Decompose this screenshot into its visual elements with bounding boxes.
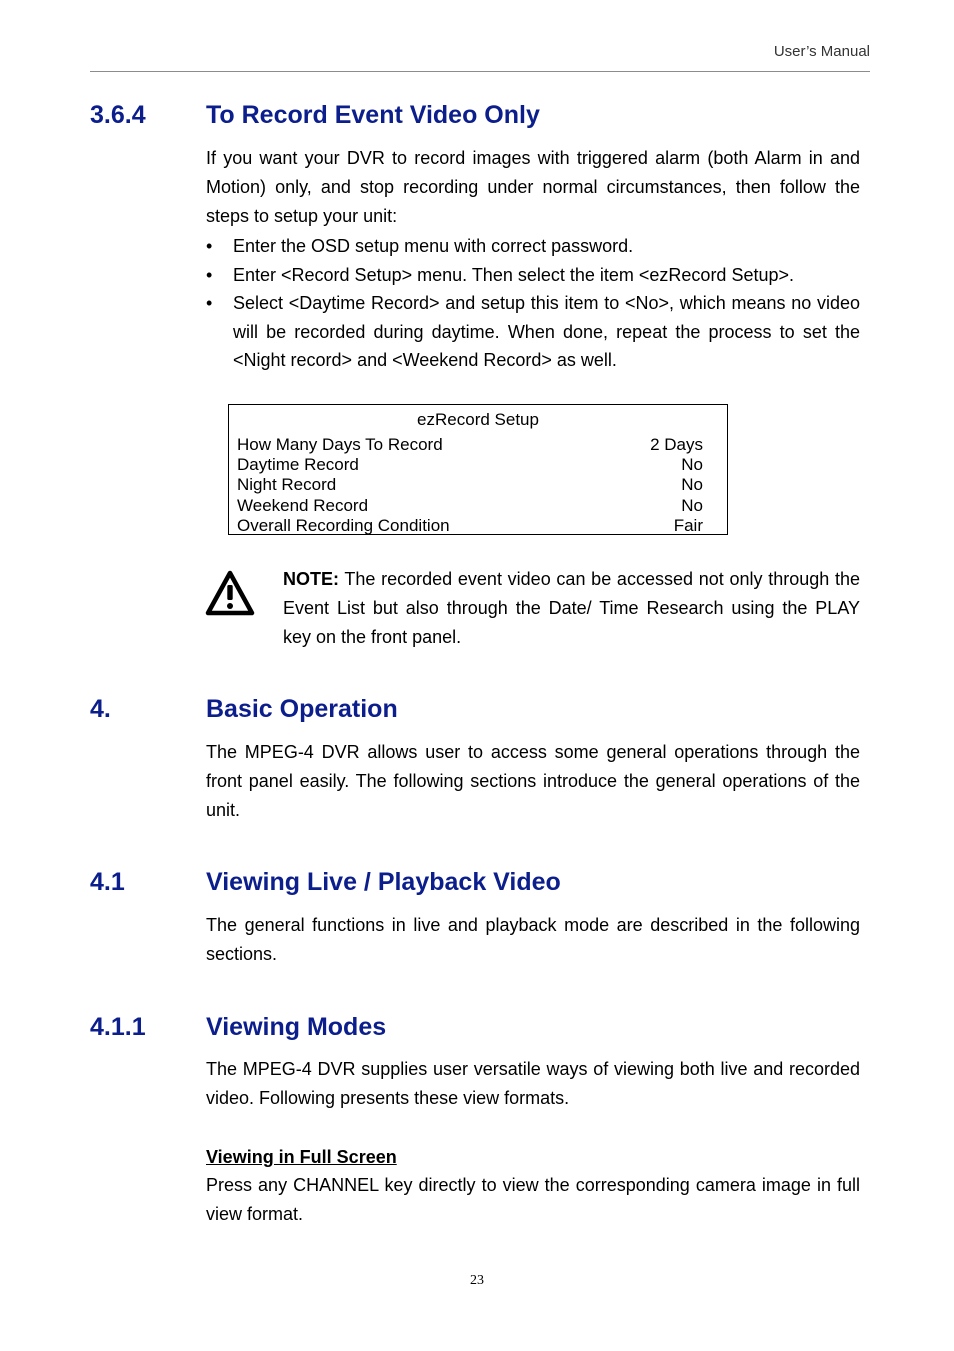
table-row bbox=[237, 475, 703, 495]
row-label: Night Record bbox=[237, 475, 337, 494]
row-value: 2 Days bbox=[650, 435, 703, 454]
section-heading-4 bbox=[90, 694, 398, 724]
section-heading-3-6-4 bbox=[90, 100, 540, 130]
section-number: 4. bbox=[90, 695, 111, 723]
setup-table-title: ezRecord Setup bbox=[417, 410, 539, 429]
page-number: 23 bbox=[470, 1273, 484, 1288]
section-paragraph: The MPEG-4 DVR supplies user versatile ways of viewing both live and recorded video. Following presents these view formats. bbox=[206, 1059, 860, 1108]
section-heading-4-1-1 bbox=[90, 1012, 386, 1042]
section-title: Viewing Live / Playback Video bbox=[206, 868, 561, 896]
row-value: No bbox=[681, 475, 703, 494]
section-paragraph: The MPEG-4 DVR allows user to access some general operations through the front panel easily. The following sections introduce the general operations of the unit. bbox=[206, 742, 860, 820]
section-number: 4.1 bbox=[90, 868, 125, 896]
section-number: 3.6.4 bbox=[90, 101, 146, 129]
list-item bbox=[206, 261, 860, 290]
section-number: 4.1.1 bbox=[90, 1013, 146, 1041]
section-title: Viewing Modes bbox=[206, 1013, 387, 1041]
row-value: No bbox=[681, 496, 703, 515]
note-label: NOTE: bbox=[283, 569, 339, 589]
row-value: No bbox=[681, 455, 703, 474]
section-title: To Record Event Video Only bbox=[206, 101, 540, 129]
bullet-icon: • bbox=[206, 264, 213, 285]
list-item-text: Select <Daytime Record> and setup this item to <No>, which means no video will be recorded during daytime. When done, repeat the process to set the <Night record> and <Weekend Record> as well. bbox=[233, 293, 860, 370]
section-title: Basic Operation bbox=[206, 695, 398, 723]
section-paragraph: The general functions in live and playback mode are described in the following sections. bbox=[206, 915, 860, 964]
row-label: Daytime Record bbox=[237, 455, 359, 474]
list-item-text: Enter <Record Setup> menu. Then select the item <ezRecord Setup>. bbox=[233, 264, 794, 285]
table-row bbox=[237, 496, 703, 516]
bullet-icon: • bbox=[206, 293, 213, 313]
table-row bbox=[237, 435, 703, 455]
note-text: The recorded event video can be accessed not only through the Event List but also through the Date/ Time Research using the PLAY key on the front panel. bbox=[283, 569, 860, 647]
row-value: Fair bbox=[673, 516, 703, 535]
header-divider bbox=[90, 71, 870, 72]
note-paragraph bbox=[283, 565, 860, 652]
steps-list bbox=[206, 232, 860, 375]
row-label: Weekend Record bbox=[237, 496, 369, 515]
row-label: How Many Days To Record bbox=[237, 435, 443, 454]
ezrecord-setup-table bbox=[228, 404, 728, 535]
table-row bbox=[237, 516, 703, 536]
list-item bbox=[206, 232, 860, 261]
bullet-icon: • bbox=[206, 236, 213, 256]
list-item-text: Enter the OSD setup menu with correct password. bbox=[233, 236, 634, 256]
warning-icon bbox=[205, 570, 255, 616]
subheading-full-screen: Viewing in Full Screen bbox=[206, 1147, 397, 1167]
section-intro-paragraph: If you want your DVR to record images with triggered alarm (both Alarm in and Motion) only, and stop recording under normal circumstances, then follow the steps to setup your unit: bbox=[206, 148, 860, 226]
running-header: User’s Manual bbox=[773, 43, 870, 60]
table-row bbox=[237, 455, 703, 475]
subsection-paragraph: Press any CHANNEL key directly to view the corresponding camera image in full view format. bbox=[206, 1175, 860, 1224]
row-label: Overall Recording Condition bbox=[237, 516, 450, 535]
list-item bbox=[206, 289, 860, 375]
section-heading-4-1 bbox=[90, 867, 561, 897]
